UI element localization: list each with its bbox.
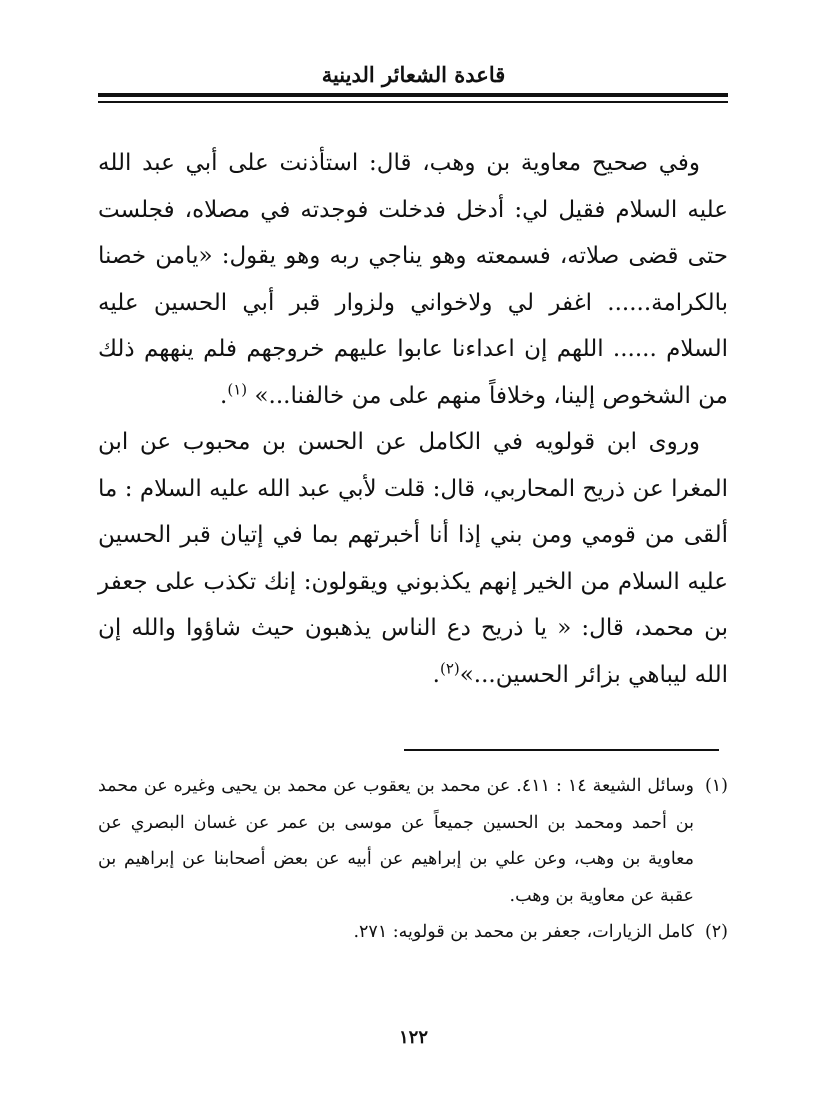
footnote-2 <box>98 914 728 951</box>
header-rule-thick <box>98 93 728 97</box>
running-title: قاعدة الشعائر الدينية <box>321 62 506 87</box>
paragraph-2 <box>98 419 728 698</box>
paragraph-1-text: وفي صحيح معاوية بن وهب، قال: استأذنت على أبي عبد الله عليه السلام فقيل لي: أدخل فدخلت فوجدته في مصلاه، فجلست حتى قضى صلاته، فسمعته وهو يناجي ربه وهو يقول: «يامن خصنا بالكرامة...... اغفر لي ولاخواني ولزوار قبر أبي الحسين عليه السلام ...... اللهم إن اعداءنا عابوا عليهم خروجهم فلم ينههم ذلك من الشخوص إلينا، وخلافاً منهم على من خالفنا...» <box>98 150 728 409</box>
header-rule-thin <box>98 101 728 103</box>
paragraph-1 <box>98 140 728 419</box>
footnote-1-marker: (١) <box>704 776 728 796</box>
footnote-ref-2: (٢) <box>439 658 460 677</box>
footnote-1 <box>98 768 728 914</box>
paragraph-2-text: وروى ابن قولويه في الكامل عن الحسن بن محبوب عن ابن المغرا عن ذريح المحاربي، قال: قلت لأبي عبد الله عليه السلام : ما ألقى من قومي ومن بني إذا أنا أخبرتهم بما في إتيان قبر الحسين عليه السلام من الخير إنهم يكذبوني ويقولون: إنك تكذب على جعفر بن محمد، قال: « يا ذريح دع الناس يذهبون حيث شاؤوا والله إن الله ليباهي بزائر الحسين...» <box>98 429 728 688</box>
footnotes <box>98 768 728 951</box>
footnote-1-text: وسائل الشيعة ١٤ : ٤١١. عن محمد بن يعقوب عن محمد بن يحيى وغيره عن محمد بن أحمد ومحمد بن الحسين جميعاً عن موسى بن عمر عن غسان البصري عن معاوية بن وهب، وعن علي بن إبراهيم عن أبيه عن بعض أصحابنا عن إبراهيم بن عقبة عن معاوية بن وهب. <box>98 776 694 906</box>
footnote-2-marker: (٢) <box>704 922 728 942</box>
footnote-separator <box>404 749 719 751</box>
paragraph-1-end: . <box>220 382 228 409</box>
main-text <box>98 140 728 698</box>
paragraph-2-end: . <box>432 661 440 688</box>
page-number: ١٢٢ <box>398 1027 428 1048</box>
footnote-ref-1: (١) <box>227 379 248 398</box>
footnote-2-text: كامل الزيارات، جعفر بن محمد بن قولويه: ٢٧١. <box>353 922 694 942</box>
